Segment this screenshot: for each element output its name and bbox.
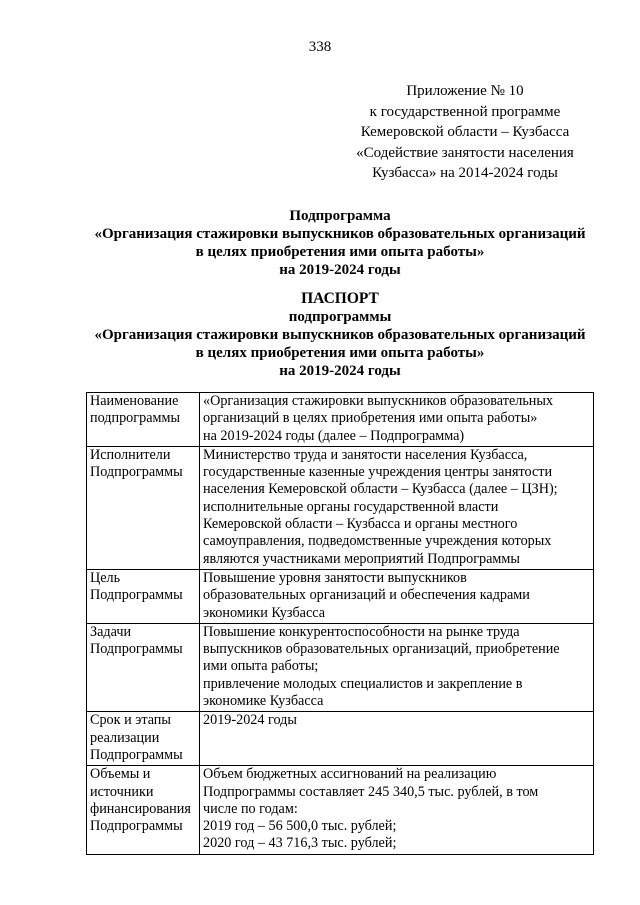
row-label-cell xyxy=(87,623,200,711)
row-value-line: экономики Кузбасса xyxy=(203,604,326,621)
appendix-line: Приложение № 10 xyxy=(406,83,524,99)
table-row xyxy=(87,393,594,447)
row-label-line: Подпрограммы xyxy=(90,818,183,835)
appendix-line: «Содействие занятости населения xyxy=(356,144,574,161)
row-value-line: самоуправления, подведомственные учреждения которых xyxy=(203,533,552,550)
heading-line: в целях приобретения ими опыта работы» xyxy=(195,345,485,361)
row-value-line: на 2019-2024 годы (далее – Подпрограмма) xyxy=(203,427,465,444)
row-value-line: Министерство труда и занятости населения Кузбасса, xyxy=(203,446,528,463)
row-value-line: являются участниками мероприятий Подпрограммы xyxy=(203,550,520,567)
heading-line: на 2019-2024 годы xyxy=(279,262,401,278)
appendix-line: Кемеровской области – Кузбасса xyxy=(360,124,570,140)
appendix-line: Кузбасса» на 2014-2024 годы xyxy=(372,165,558,181)
row-label-line: Исполнители xyxy=(90,446,171,463)
row-value-line: образовательных организаций и обеспечения кадрами xyxy=(203,587,530,604)
row-value-cell xyxy=(200,766,594,854)
row-value-line: Подпрограммы составляет 245 340,5 тыс. рублей, в том xyxy=(203,783,539,800)
row-value-line: привлечение молодых специалистов и закрепление в xyxy=(203,675,523,692)
row-label-line: реализации xyxy=(90,729,160,746)
table-row xyxy=(87,446,594,569)
row-label-line: Наименование xyxy=(90,393,179,409)
heading-line: Подпрограмма xyxy=(289,208,391,224)
row-value-cell xyxy=(200,712,594,766)
row-label-line: подпрограммы xyxy=(90,410,180,427)
table-row xyxy=(87,766,594,854)
row-value-line: населения Кемеровской области – Кузбасса (далее – ЦЗН); xyxy=(203,481,558,498)
row-value-cell xyxy=(200,569,594,623)
appendix-block xyxy=(330,81,600,184)
row-label-line: Подпрограммы xyxy=(90,464,183,481)
row-label-line: финансирования xyxy=(90,800,191,817)
row-value-line: Объем бюджетных ассигнований на реализацию xyxy=(203,766,497,783)
row-label-line: Подпрограммы xyxy=(90,641,183,658)
row-value-line: 2019-2024 годы xyxy=(203,712,297,729)
row-label-cell xyxy=(87,393,200,447)
row-label-line: Объемы и xyxy=(90,766,151,783)
row-value-cell xyxy=(200,446,594,569)
heading-line: «Организация стажировки выпускников образовательных организаций xyxy=(94,327,586,343)
heading-line: в целях приобретения ими опыта работы» xyxy=(195,244,485,260)
page-number: 338 xyxy=(308,39,332,55)
row-value-line: организаций в целях приобретения ими опыта работы» xyxy=(203,410,538,427)
appendix-line: к государственной программе xyxy=(369,103,561,120)
heading-line: подпрограммы xyxy=(288,309,392,325)
row-label-line: Подпрограммы xyxy=(90,746,183,763)
subprogram-heading xyxy=(60,207,620,279)
row-value-line: ими опыта работы; xyxy=(203,658,319,675)
row-value-line: исполнительные органы государственной власти xyxy=(203,498,499,515)
row-label-line: источники xyxy=(90,783,154,800)
row-value-line: 2019 год – 56 500,0 тыс. рублей; xyxy=(203,818,397,835)
row-label-cell xyxy=(87,766,200,854)
row-value-line: 2020 год – 43 716,3 тыс. рублей; xyxy=(203,835,397,852)
passport-table xyxy=(86,392,594,855)
table-row xyxy=(87,623,594,711)
row-label-line: Задачи xyxy=(90,623,132,640)
row-label-cell xyxy=(87,446,200,569)
row-label-line: Подпрограммы xyxy=(90,587,183,604)
row-value-line: Повышение уровня занятости выпускников xyxy=(203,569,467,586)
heading-line: на 2019-2024 годы xyxy=(279,363,401,379)
row-label-cell xyxy=(87,712,200,766)
row-value-cell xyxy=(200,623,594,711)
row-value-line: выпускников образовательных организаций, приобретение xyxy=(203,641,560,658)
row-label-cell xyxy=(87,569,200,623)
row-value-line: экономике Кузбасса xyxy=(203,693,324,710)
row-value-line: «Организация стажировки выпускников образовательных xyxy=(203,393,554,409)
row-value-line: Повышение конкурентоспособности на рынке труда xyxy=(203,623,520,640)
row-label-line: Цель xyxy=(90,569,121,586)
passport-title: ПАСПОРТ xyxy=(301,290,379,307)
row-label-line: Срок и этапы xyxy=(90,712,171,729)
table-row xyxy=(87,569,594,623)
row-value-line: числе по годам: xyxy=(203,800,298,817)
row-value-line: Кемеровской области – Кузбасса и органы местного xyxy=(203,516,518,533)
heading-line: «Организация стажировки выпускников образовательных организаций xyxy=(94,226,586,242)
passport-heading xyxy=(60,290,620,380)
table-row xyxy=(87,712,594,766)
row-value-cell xyxy=(200,393,594,447)
row-value-line: государственные казенные учреждения центры занятости xyxy=(203,464,553,481)
